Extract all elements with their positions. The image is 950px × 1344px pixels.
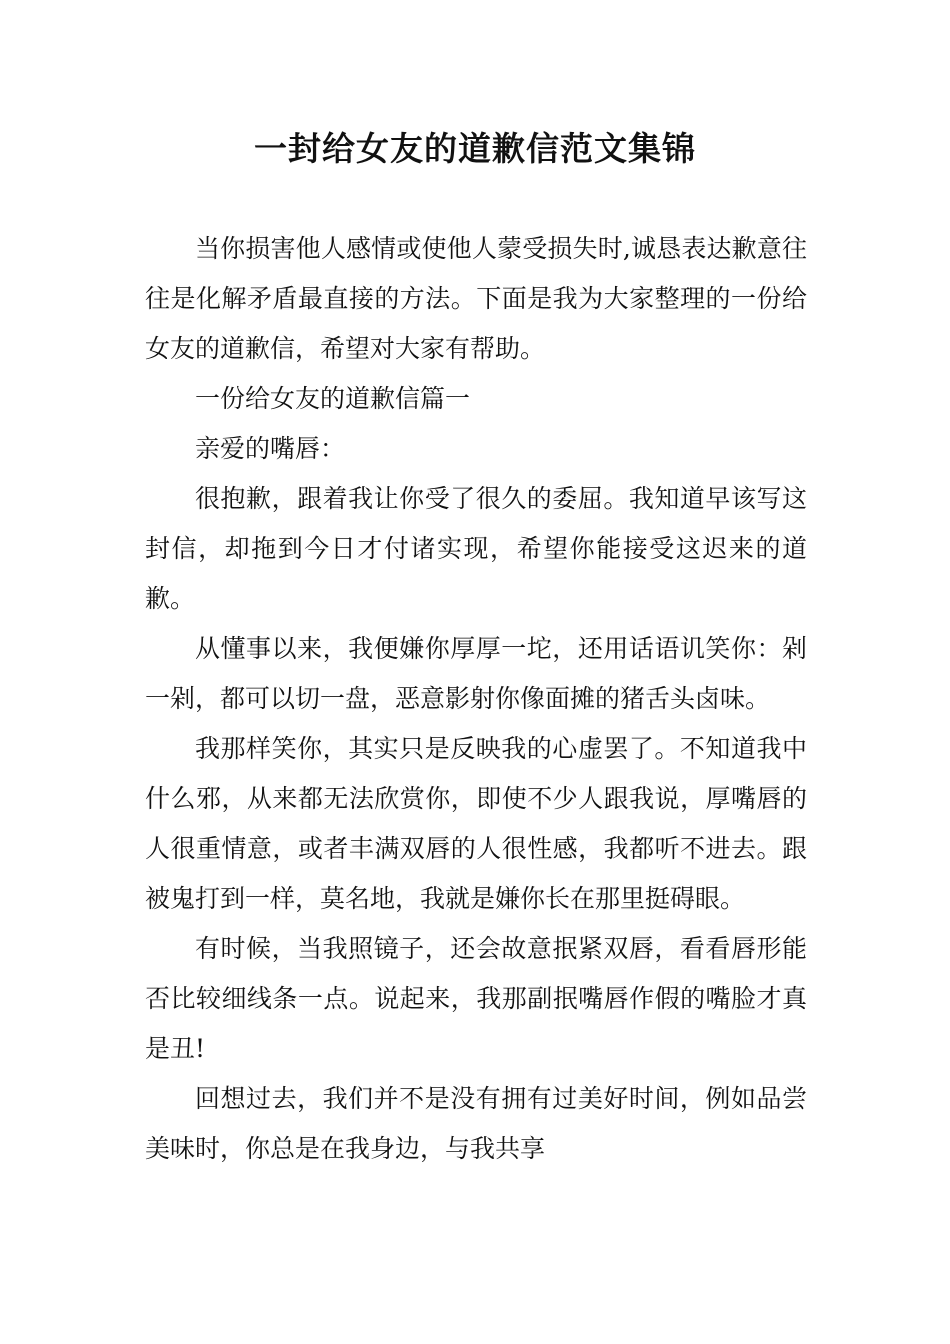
- intro-paragraph: 当你损害他人感情或使他人蒙受损失时,诚恳表达歉意往往是化解矛盾最直接的方法。下面是我为大家整理的一份给女友的道歉信，希望对大家有帮助。: [145, 234, 807, 363]
- letter-paragraph: 我那样笑你，其实只是反映我的心虚罢了。不知道我中什么邪，从来都无法欣赏你，即使不少人跟我说，厚嘴唇的人很重情意，或者丰满双唇的人很性感，我都听不进去。跟被鬼打到一样，莫名地，我就是嫌你长在那里挺碍眼。: [145, 734, 807, 913]
- letter-salutation: 亲爱的嘴唇：: [195, 434, 346, 463]
- letter-paragraph: 从懂事以来，我便嫌你厚厚一坨，还用话语讥笑你：剁一剁，都可以切一盘，恶意影射你像面摊的猪舌头卤味。: [145, 634, 807, 713]
- document-body: [145, 224, 807, 1174]
- letter-paragraph: 回想过去，我们并不是没有拥有过美好时间，例如品尝美味时，你总是在我身边，与我共享: [145, 1084, 807, 1163]
- letter-paragraph: 有时候，当我照镜子，还会故意抿紧双唇，看看唇形能否比较细线条一点。说起来，我那副抿嘴唇作假的嘴脸才真是丑!: [145, 934, 807, 1063]
- document-title: 一封给女友的道歉信范文集锦: [254, 129, 696, 168]
- letter-paragraph: 很抱歉，跟着我让你受了很久的委屈。我知道早该写这封信，却拖到今日才付诸实现，希望你能接受这迟来的道歉。: [145, 484, 807, 613]
- section-heading: 一份给女友的道歉信篇一: [195, 384, 471, 413]
